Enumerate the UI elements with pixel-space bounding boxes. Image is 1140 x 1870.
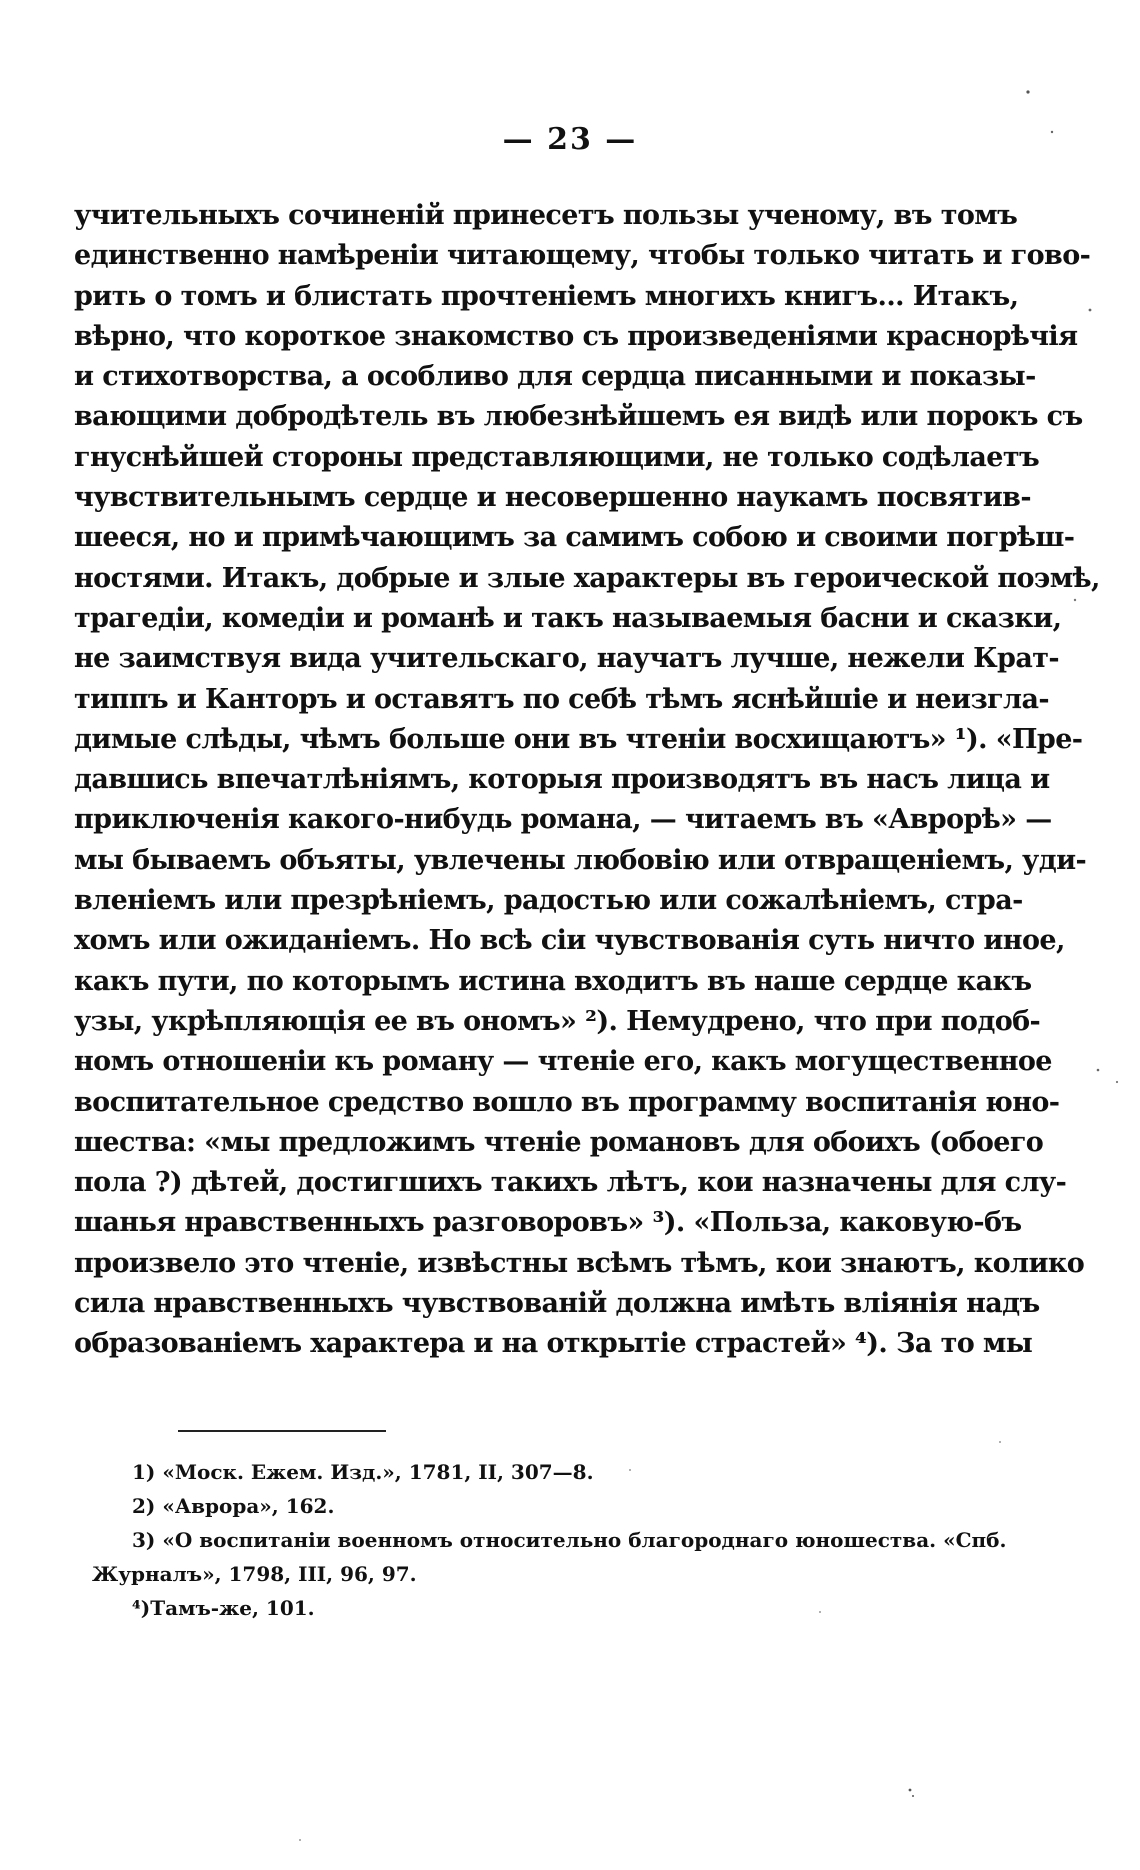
- footnote-3: 3) «О воспитаніи военномъ относительно благороднаго юношества. «Спб.: [132, 1528, 1007, 1552]
- text-line: шанья нравственныхъ разговоровъ» ³). «Польза, каковую-бъ: [74, 1207, 1022, 1239]
- text-line: гнуснѣйшей стороны представляющими, не только содѣлаетъ: [74, 441, 1040, 473]
- text-line: какъ пути, по которымъ истина входитъ въ наше сердце какъ: [74, 965, 1032, 997]
- text-line: шееся, но и примѣчающимъ за самимъ собою и своими погрѣш-: [74, 522, 1075, 554]
- footnote-1: 1) «Моск. Ежем. Изд.», 1781, II, 307—8.: [132, 1460, 594, 1484]
- text-line: трагедіи, комедіи и романѣ и такъ называемыя басни и сказки,: [74, 602, 1062, 634]
- text-line: сила нравственныхъ чувствованій должна имѣть вліянія надъ: [74, 1288, 1040, 1320]
- text-line: шества: «мы предложимъ чтеніе романовъ для обоихъ (обоего: [74, 1126, 1044, 1158]
- text-line: димые слѣды, чѣмъ больше они въ чтеніи восхищаютъ» ¹). «Пре-: [74, 723, 1083, 755]
- text-line: мы бываемъ объяты, увлечены любовію или отвращеніемъ, уди-: [74, 844, 1087, 876]
- text-line: типпъ и Канторъ и оставятъ по себѣ тѣмъ яснѣйшіе и неизгла-: [74, 683, 1049, 715]
- text-line: образованіемъ характера и на открытіе страстей» ⁴). За то мы: [74, 1328, 1033, 1360]
- text-line: рить о томъ и блистать прочтеніемъ многихъ книгъ... Итакъ,: [74, 280, 1019, 312]
- text-line: и стихотворства, а особливо для сердца писанными и показы-: [74, 361, 1036, 393]
- text-line: воспитательное средство вошло въ программу воспитанія юно-: [74, 1086, 1060, 1118]
- footnote-4: ⁴)Тамъ-же, 101.: [132, 1596, 315, 1620]
- text-line: пола ?) дѣтей, достигшихъ такихъ лѣтъ, кои назначены для слу-: [74, 1167, 1067, 1199]
- text-line: вѣрно, что короткое знакомство съ произведеніями краснорѣчія: [74, 320, 1078, 352]
- text-line: вленіемъ или презрѣніемъ, радостью или сожалѣніемъ, стра-: [74, 885, 1023, 917]
- text-line: номъ отношеніи къ роману — чтеніе его, какъ могущественное: [74, 1046, 1052, 1078]
- text-line: вающими добродѣтель въ любезнѣйшемъ ея видѣ или порокъ съ: [74, 401, 1083, 433]
- footnote-2: 2) «Аврора», 162.: [132, 1494, 335, 1518]
- footnote-divider: [178, 1430, 386, 1432]
- text-line: произвело это чтеніе, извѣстны всѣмъ тѣмъ, кои знаютъ, колико: [74, 1247, 1085, 1279]
- text-line: не заимствуя вида учительскаго, научатъ лучше, нежели Крат-: [74, 643, 1059, 675]
- text-line: чувствительнымъ сердце и несовершенно наукамъ посвятив-: [74, 482, 1031, 514]
- text-line: ностями. Итакъ, добрые и злые характеры въ героической поэмѣ,: [74, 562, 1100, 594]
- page-number: — 23 —: [502, 122, 638, 157]
- text-line: единственно намѣреніи читающему, чтобы только читать и гово-: [74, 240, 1091, 272]
- text-line: хомъ или ожиданіемъ. Но всѣ сіи чувствованія суть ничто иное,: [74, 925, 1065, 957]
- text-line: учительныхъ сочиненій принесетъ пользы ученому, въ томъ: [74, 200, 1018, 231]
- footnote-3-continued: Журналъ», 1798, III, 96, 97.: [92, 1562, 417, 1586]
- body-text: [74, 196, 1100, 1365]
- footnotes: [92, 1455, 1007, 1625]
- text-line: давшись впечатлѣніямъ, которыя производятъ въ насъ лица и: [74, 764, 1050, 796]
- text-line: приключенія какого-нибудь романа, — читаемъ въ «Аврорѣ» —: [74, 804, 1052, 836]
- text-line: узы, укрѣпляющія ее въ ономъ» ²). Немудрено, что при подоб-: [74, 1005, 1041, 1037]
